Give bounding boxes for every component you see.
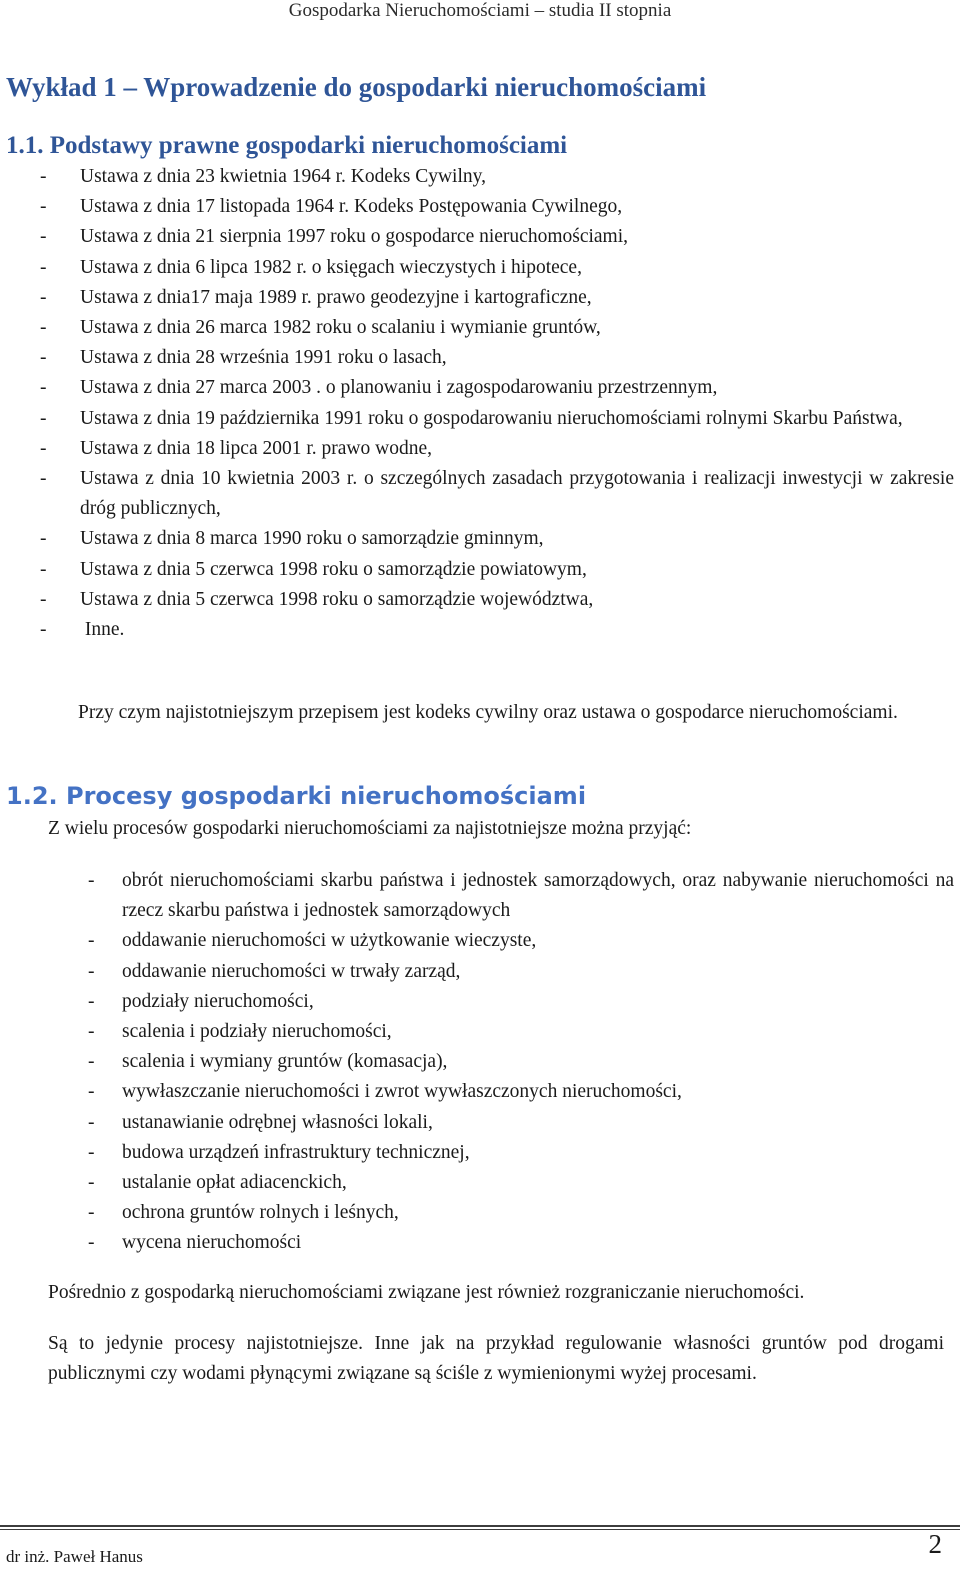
list-item-text: Ustawa z dnia 23 kwietnia 1964 r. Kodeks Cywilny,	[80, 166, 487, 187]
bullet-dash: -	[40, 588, 47, 610]
list-item-text: obrót nieruchomościami skarbu państwa i jednostek samorządowych, oraz nabywanie nieruchomości na rzecz skarbu państwa i jednostek samorządowych	[122, 870, 954, 922]
list-item-text: oddawanie nieruchomości w trwały zarząd,	[122, 960, 461, 982]
bullet-dash: -	[88, 1111, 95, 1133]
bullet-dash: -	[40, 377, 47, 399]
list-item-text: wycena nieruchomości	[122, 1232, 302, 1254]
footer-rule	[0, 1525, 960, 1527]
list-item-text: Ustawa z dnia 27 marca 2003 . o planowaniu i zagospodarowaniu przestrzennym,	[80, 377, 718, 399]
list-item	[6, 313, 954, 343]
bullet-dash: -	[88, 990, 95, 1012]
bullet-dash: -	[40, 468, 47, 490]
bullet-dash: -	[88, 870, 95, 891]
bullet-dash: -	[88, 1202, 95, 1224]
list-item-text: Ustawa z dnia 5 czerwca 1998 roku o samorządzie województwa,	[80, 588, 594, 610]
list-item-text: Ustawa z dnia 28 września 1991 roku o lasach,	[80, 347, 447, 369]
list-item	[6, 404, 954, 434]
indirect-paragraph: Pośrednio z gospodarką nieruchomościami związane jest również rozgraniczanie nieruchomości.	[48, 1282, 805, 1303]
list-item	[6, 524, 954, 554]
bullet-dash: -	[40, 407, 47, 429]
list-item	[48, 1077, 954, 1107]
list-item-text: ustalanie opłat adiacenckich,	[122, 1172, 347, 1194]
list-item	[48, 1138, 954, 1168]
list-item-text: Ustawa z dnia 18 lipca 2001 r. prawo wodne,	[80, 437, 432, 459]
list-item-text: Ustawa z dnia 17 listopada 1964 r. Kodeks Postępowania Cywilnego,	[80, 196, 623, 218]
list-item	[48, 1017, 954, 1047]
processes-list	[48, 866, 954, 1259]
list-item	[6, 585, 954, 615]
bullet-dash: -	[88, 1081, 95, 1103]
list-item-text: Ustawa z dnia 5 czerwca 1998 roku o samorządzie powiatowym,	[80, 558, 587, 580]
list-item	[6, 373, 954, 403]
list-item-text: scalenia i podziały nieruchomości,	[122, 1021, 392, 1043]
bullet-dash: -	[88, 960, 95, 982]
bullet-dash: -	[40, 226, 47, 248]
footer-rule-thin	[0, 1529, 960, 1530]
bullet-dash: -	[40, 528, 47, 550]
footer-author: dr inż. Paweł Hanus	[6, 1547, 143, 1566]
list-item-text: podziały nieruchomości,	[122, 990, 314, 1012]
list-item	[6, 615, 954, 645]
legal-acts-list	[6, 162, 954, 645]
bullet-dash: -	[88, 1141, 95, 1163]
list-item	[48, 1168, 954, 1198]
list-item-text: Ustawa z dnia 21 sierpnia 1997 roku o gospodarce nieruchomościami,	[80, 226, 629, 248]
list-item-text: ochrona gruntów rolnych i leśnych,	[122, 1202, 399, 1224]
bullet-dash: -	[40, 286, 47, 308]
list-item	[48, 1047, 954, 1077]
list-item	[6, 464, 954, 524]
list-item-text: Ustawa z dnia 19 października 1991 roku o gospodarowaniu nieruchomościami rolnymi Skarbu Państwa,	[80, 407, 903, 429]
list-item-text: Ustawa z dnia 8 marca 1990 roku o samorządzie gminnym,	[80, 528, 544, 550]
bullet-dash: -	[40, 437, 47, 459]
lecture-title: Wykład 1 – Wprowadzenie do gospodarki nieruchomościami	[6, 72, 707, 102]
list-item	[6, 162, 954, 192]
list-item	[48, 987, 954, 1017]
bullet-dash: -	[88, 1172, 95, 1194]
bullet-dash: -	[40, 317, 47, 339]
bullet-dash: -	[88, 1021, 95, 1043]
processes-intro: Z wielu procesów gospodarki nieruchomościami za najistotniejsze można przyjąć:	[48, 818, 692, 839]
list-item	[48, 1108, 954, 1138]
list-item-text: Ustawa z dnia 6 lipca 1982 r. o księgach wieczystych i hipotece,	[80, 256, 582, 278]
list-item	[6, 192, 954, 222]
list-item-text: oddawanie nieruchomości w użytkowanie wieczyste,	[122, 930, 537, 952]
list-item-text: ustanawianie odrębnej własności lokali,	[122, 1111, 433, 1133]
bullet-dash: -	[88, 930, 95, 952]
section-heading-processes: 1.2. Procesy gospodarki nieruchomościami	[6, 782, 587, 810]
list-item	[48, 1198, 954, 1228]
list-item-text: Ustawa z dnia 10 kwietnia 2003 r. o szczególnych zasadach przygotowania i realizacji inwestycji w zakresie dróg publicznych,	[80, 468, 954, 520]
list-item-text: Ustawa z dnia 26 marca 1982 roku o scalaniu i wymianie gruntów,	[80, 317, 601, 339]
bullet-dash: -	[40, 347, 47, 369]
bullet-dash: -	[88, 1232, 95, 1254]
list-item	[48, 1228, 954, 1258]
summary-paragraph: Przy czym najistotniejszym przepisem jest kodeks cywilny oraz ustawa o gospodarce nieruchomościami.	[78, 702, 898, 723]
bullet-dash: -	[40, 196, 47, 218]
list-item-text: scalenia i wymiany gruntów (komasacja),	[122, 1051, 448, 1073]
list-item-text: budowa urządzeń infrastruktury technicznej,	[122, 1141, 470, 1163]
bullet-dash: -	[40, 619, 47, 641]
bullet-dash: -	[88, 1051, 95, 1073]
list-item	[48, 957, 954, 987]
section-heading-legal-basis: 1.1. Podstawy prawne gospodarki nieruchomościami	[6, 132, 568, 159]
running-header: Gospodarka Nieruchomościami – studia II stopnia	[288, 0, 672, 21]
bullet-dash: -	[40, 558, 47, 580]
list-item	[48, 866, 954, 926]
list-item	[6, 434, 954, 464]
list-item	[6, 222, 954, 252]
list-item	[48, 926, 954, 956]
list-item-text: wywłaszczanie nieruchomości i zwrot wywłaszczonych nieruchomości,	[122, 1081, 682, 1103]
bullet-dash: -	[40, 166, 47, 187]
list-item	[6, 253, 954, 283]
page-number: 2	[928, 1529, 942, 1559]
list-item-text: Ustawa z dnia17 maja 1989 r. prawo geodezyjne i kartograficzne,	[80, 286, 592, 308]
list-item	[6, 283, 954, 313]
list-item-text: Inne.	[80, 619, 125, 641]
closing-paragraph: Są to jedynie procesy najistotniejsze. Inne jak na przykład regulowanie własności gruntów pod drogami publicznymi czy wodami płynącymi związane są ściśle z wymienionymi wyżej procesami.	[48, 1333, 944, 1385]
bullet-dash: -	[40, 256, 47, 278]
list-item	[6, 555, 954, 585]
list-item	[6, 343, 954, 373]
